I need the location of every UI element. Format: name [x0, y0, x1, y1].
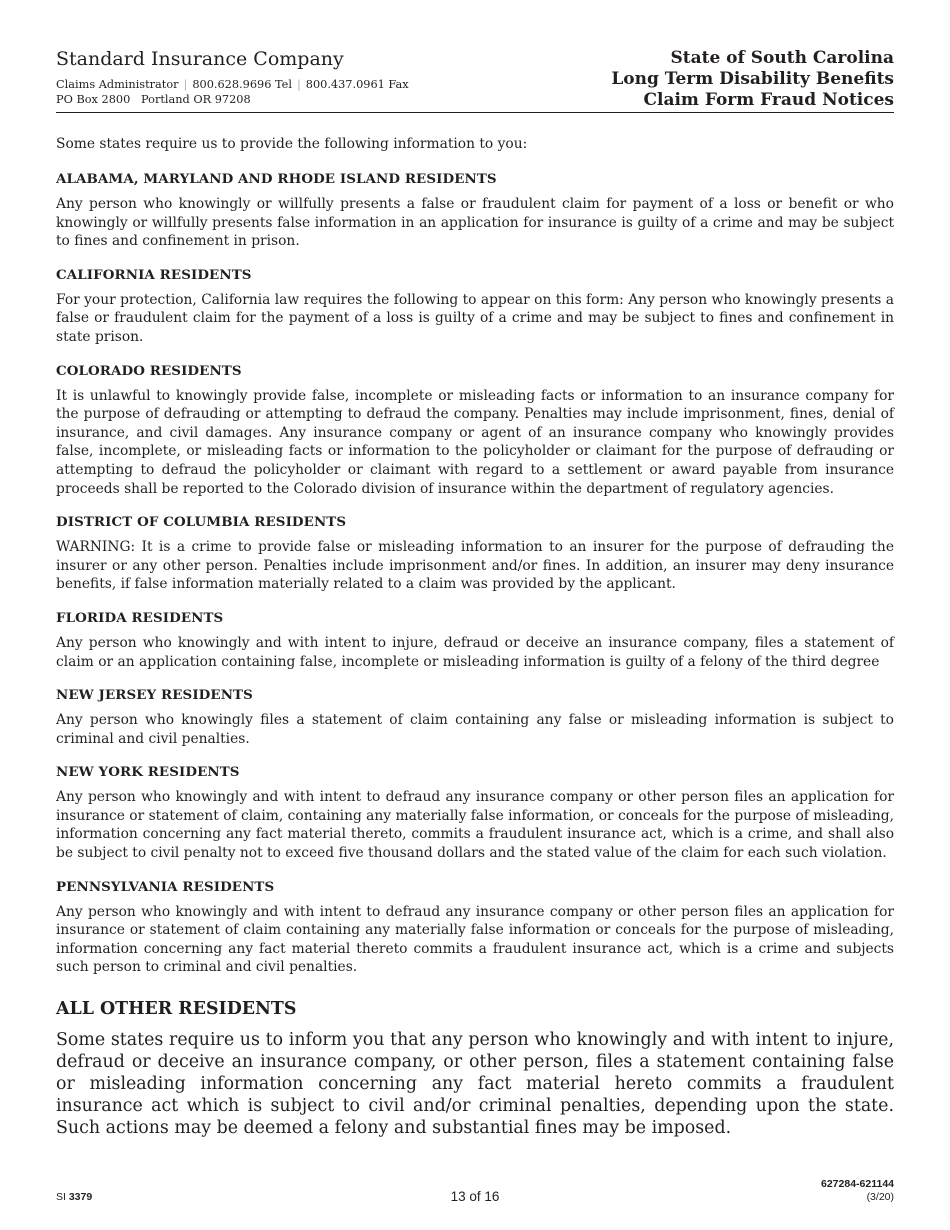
- contact-line: Claims Administrator | 800.628.9696 Tel | 800.437.0961 Fax: [56, 78, 409, 91]
- notice-section-dc: [56, 514, 894, 594]
- form-title-state: State of South Carolina: [670, 48, 894, 68]
- notice-section-california: [56, 267, 894, 347]
- section-text: For your protection, California law requires the following to appear on this form: Any person who knowingly presents a false or fraudulent claim for the payment of a loss is guilty of a crime and may be subject to fines and confinement in state prison.: [56, 291, 894, 345]
- form-title-benefit: Long Term Disability Benefits: [611, 69, 894, 89]
- form-id: 3379: [68, 1191, 93, 1203]
- section-text: Any person who knowingly and with intent to defraud any insurance company or other person files an application for insurance or statement of claim containing any materially false information or conceals for the purpose of misleading, information concerning any fact material thereto commits a fraudulent insurance act, which is a crime and subjects such person to criminal and civil penalties.: [56, 903, 894, 976]
- header-divider: [56, 112, 894, 113]
- mailing-address: PO Box 2800 Portland OR 97208: [56, 93, 251, 106]
- form-prefix: SI: [56, 1191, 66, 1203]
- notice-section-pennsylvania: [56, 879, 894, 977]
- document-code-block: [821, 1178, 894, 1204]
- section-heading: COLORADO RESIDENTS: [56, 362, 242, 379]
- section-heading: ALL OTHER RESIDENTS: [56, 999, 297, 1020]
- notice-section-alabama: [56, 171, 894, 251]
- notice-section-new-york: [56, 764, 894, 862]
- document-code: 627284-621144: [821, 1178, 894, 1190]
- form-title: [611, 48, 894, 111]
- section-text: Some states require us to inform you that any person who knowingly and with intent to injure, defraud or deceive an insurance company, or other person, files a statement containing false or misleading information concerning any fact material hereto commits a fraudulent insurance act which is subject to civil and/or criminal penalties, depending upon the state. Such actions may be deemed a felony and substantial fines may be imposed.: [56, 1030, 894, 1139]
- intro-text: Some states require us to provide the following information to you:: [56, 136, 528, 152]
- section-heading: ALABAMA, MARYLAND AND RHODE ISLAND RESIDENTS: [56, 171, 497, 187]
- fax-number: 800.437.0961 Fax: [305, 78, 409, 91]
- section-text: It is unlawful to knowingly provide false, incomplete or misleading facts or information to an insurance company for the purpose of defrauding or attempting to defraud the company. Penalties may include imprisonment, fines, denial of insurance, and civil damages. Any insurance company or agent of an insurance company who knowingly provides false, incomplete, or misleading facts or information to the policyholder or claimant for the purpose of defrauding or attempting to defraud the policyholder or claimant with regard to a settlement or award payable from insurance proceeds shall be reported to the Colorado division of insurance within the department of regulatory agencies.: [56, 387, 894, 497]
- company-name: Standard Insurance Company: [56, 48, 344, 70]
- revision-date: (3/20): [866, 1191, 894, 1203]
- page-number: 13 of 16: [450, 1189, 500, 1204]
- notice-section-florida: [56, 610, 894, 671]
- contact-role: Claims Administrator: [56, 78, 179, 91]
- section-text: Any person who knowingly and with intent to injure, defraud or deceive an insurance company, files a statement of claim or an application containing false, incomplete or misleading information is guilty of a felony of the third degree: [56, 634, 894, 670]
- section-text: Any person who knowingly and with intent to defraud any insurance company or other person files an application for insurance or statement of claim, containing any materially false information, or conceals for the purpose of misleading, information concerning any fact material thereto, commits a fraudulent insurance act, which is a crime, and shall also be subject to civil penalty not to exceed five thousand dollars and the stated value of the claim for each such violation.: [56, 789, 894, 862]
- section-text: Any person who knowingly or willfully presents a false or fraudulent claim for payment of a loss or benefit or who knowingly or willfully presents false information in an application for insurance is guilty of a crime and may be subject to fines and confinement in prison.: [56, 196, 894, 250]
- notice-content: [56, 136, 894, 1155]
- contact-block: [56, 77, 409, 107]
- notice-section-all-other: [56, 999, 894, 1139]
- section-heading: FLORIDA RESIDENTS: [56, 609, 224, 626]
- section-heading: NEW JERSEY RESIDENTS: [56, 687, 253, 704]
- phone-number: 800.628.9696 Tel: [192, 78, 292, 91]
- section-heading: DISTRICT OF COLUMBIA RESIDENTS: [56, 514, 347, 531]
- notice-section-new-jersey: [56, 687, 894, 748]
- section-text: WARNING: It is a crime to provide false or misleading information to an insurer for the purpose of defrauding the insurer or any other person. Penalties include imprisonment and/or fines. In addition, an insurer may deny insurance benefits, if false information materially related to a claim was provided by the applicant.: [56, 539, 894, 593]
- section-heading: NEW YORK RESIDENTS: [56, 764, 240, 781]
- notice-section-colorado: [56, 363, 894, 499]
- section-heading: PENNSYLVANIA RESIDENTS: [56, 878, 275, 895]
- section-text: Any person who knowingly files a statement of claim containing any false or misleading information is subject to criminal and civil penalties.: [56, 712, 894, 747]
- form-title-name: Claim Form Fraud Notices: [643, 90, 894, 110]
- section-heading: CALIFORNIA RESIDENTS: [56, 266, 252, 283]
